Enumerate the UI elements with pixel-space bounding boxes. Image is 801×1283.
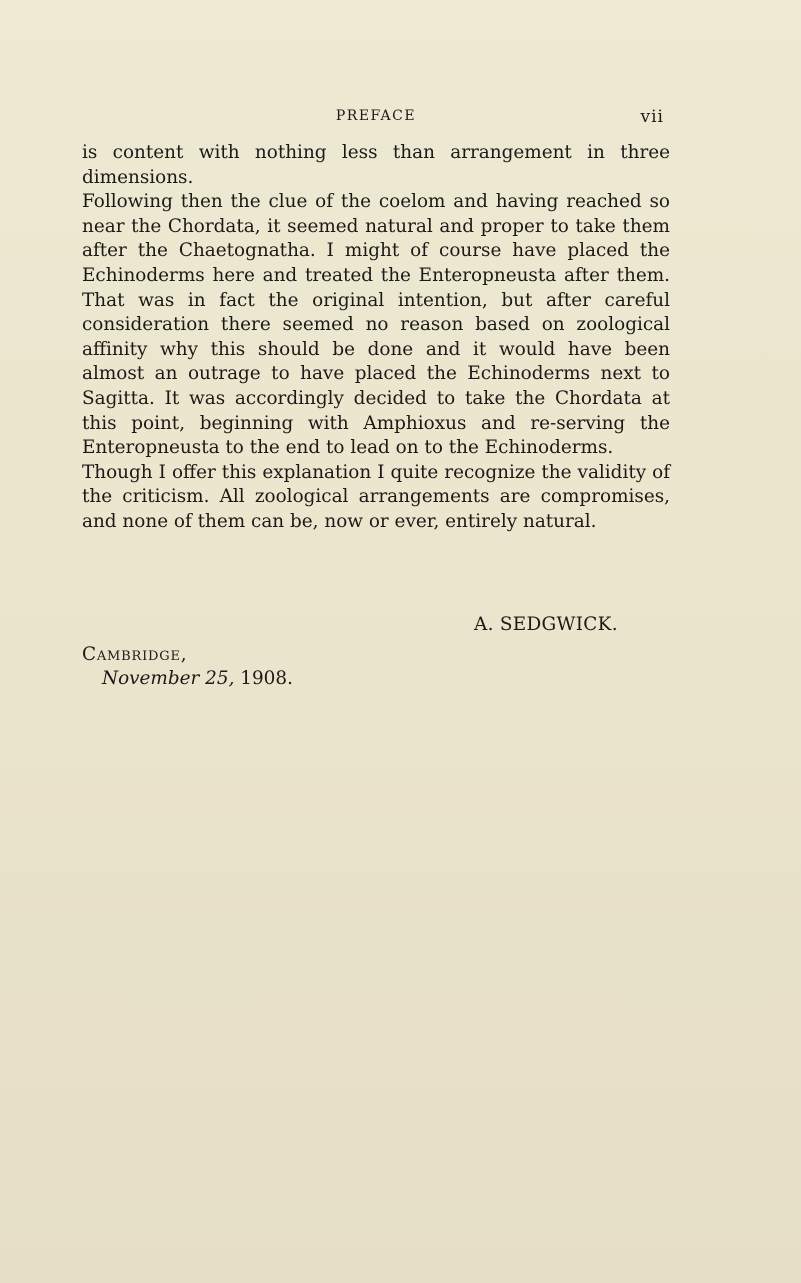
date-line bbox=[102, 668, 293, 689]
paragraph-3: Though I offer this explanation I quite recognize the validity of the criticism. All zoological arrangements are compromises, and none of them can be, now or ever, entirely natural. bbox=[82, 461, 670, 532]
paragraph-1: is content with nothing less than arrangement in three dimensions. bbox=[82, 142, 670, 188]
running-title: PREFACE bbox=[335, 108, 417, 124]
date-year: 1908. bbox=[240, 668, 293, 689]
running-head bbox=[82, 108, 670, 136]
date-month-day: November 25, bbox=[102, 668, 235, 689]
body-text bbox=[82, 141, 670, 535]
author-signature: A. SEDGWICK. bbox=[474, 614, 618, 635]
paragraph-2: Following then the clue of the coelom and having reached so near the Chordata, it seemed natural and proper to take them after the Chaetognatha. I might of course have placed the Echinoderms here and treated the Enteropneusta after them. That was in fact the original intention, but after careful consideration there seemed no reason based on zoological affinity why this should be done and it would have been almost an outrage to have placed the Echinoderms next to Sagitta. It was accordingly decided to take the Chordata at this point, beginning with Amphioxus and re-serving the Enteropneusta to the end to lead on to the Echinoderms. bbox=[82, 191, 670, 459]
page-number: vii bbox=[640, 107, 664, 127]
place-line: Cambridge, bbox=[82, 644, 188, 665]
